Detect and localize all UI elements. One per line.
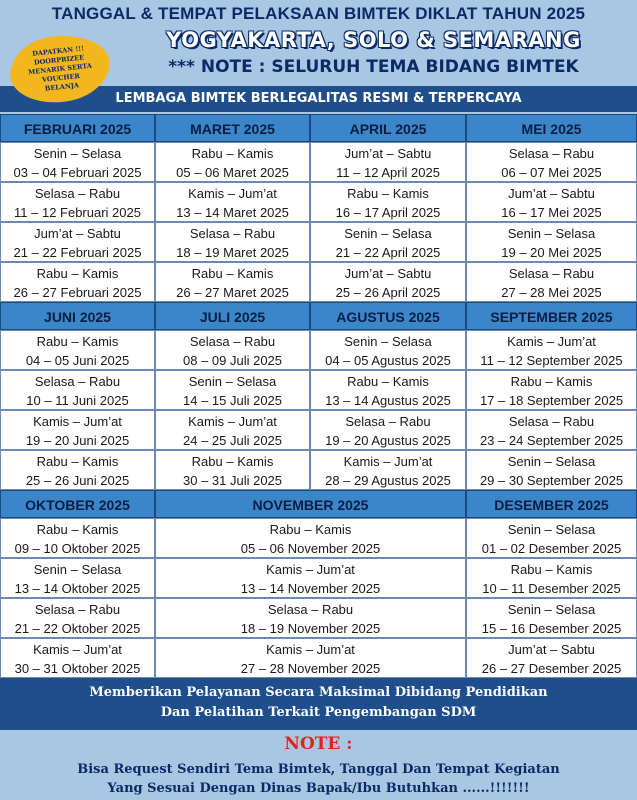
month-header-row	[0, 302, 637, 330]
note-title: NOTE :	[284, 734, 353, 754]
schedule-cell	[0, 222, 155, 262]
schedule-dates: 26 – 27 Desember 2025	[481, 661, 622, 676]
schedule-cell	[155, 558, 466, 598]
schedule-cell	[466, 182, 637, 222]
schedule-days: Kamis – Jum’at	[507, 334, 596, 349]
schedule-cell	[155, 598, 466, 638]
schedule-row	[0, 182, 637, 222]
schedule-dates: 06 – 07 Mei 2025	[501, 165, 602, 180]
schedule-dates: 04 – 05 Agustus 2025	[325, 353, 451, 368]
schedule-dates: 19 – 20 Mei 2025	[501, 245, 602, 260]
schedule-cell	[310, 262, 466, 302]
schedule-cell	[310, 370, 466, 410]
schedule-days: Selasa – Rabu	[34, 602, 121, 617]
schedule-cell	[466, 638, 637, 678]
month-header: DESEMBER 2025	[466, 490, 637, 518]
schedule-dates: 10 – 11 Juni 2025	[26, 393, 129, 408]
schedule-dates: 23 – 24 September 2025	[479, 433, 624, 448]
schedule-days: Selasa – Rabu	[508, 414, 595, 429]
schedule-dates: 03 – 04 Februari 2025	[13, 165, 142, 180]
month-header: FEBRUARI 2025	[0, 114, 155, 142]
schedule-days: Rabu – Kamis	[347, 186, 429, 201]
month-header: APRIL 2025	[310, 114, 466, 142]
month-header: SEPTEMBER 2025	[466, 302, 637, 330]
schedule-cell	[466, 142, 637, 182]
schedule-row	[0, 598, 637, 638]
schedule-dates: 13 – 14 November 2025	[240, 581, 381, 596]
schedule-dates: 30 – 31 Oktober 2025	[14, 661, 141, 676]
schedule-cell	[0, 262, 155, 302]
schedule-dates: 16 – 17 Mei 2025	[501, 205, 602, 220]
schedule-days: Rabu – Kamis	[191, 266, 274, 281]
schedule-cell	[155, 638, 466, 678]
month-header-row	[0, 490, 637, 518]
schedule-cell	[155, 262, 310, 302]
schedule-days: Kamis – Jum’at	[188, 414, 277, 429]
schedule-cell	[0, 518, 155, 558]
schedule-days: Rabu – Kamis	[36, 454, 119, 469]
schedule-dates: 16 – 17 April 2025	[335, 205, 441, 220]
schedule-days: Rabu – Kamis	[36, 522, 119, 537]
schedule-table	[0, 114, 637, 678]
schedule-cell	[310, 410, 466, 450]
schedule-days: Senin – Selasa	[507, 602, 596, 617]
schedule-dates: 19 – 20 Agustus 2025	[325, 433, 451, 448]
schedule-cell	[155, 222, 310, 262]
cities-heading: YOGYAKARTA, SOLO & SEMARANG	[166, 28, 581, 52]
schedule-row	[0, 142, 637, 182]
schedule-days: Selasa – Rabu	[508, 266, 595, 281]
schedule-days: Senin – Selasa	[344, 334, 432, 349]
note-line-2: Yang Sesuai Dengan Dinas Bapak/Ibu Butuhkan ......!!!!!!!	[107, 781, 530, 796]
schedule-cell	[0, 598, 155, 638]
schedule-cell	[0, 182, 155, 222]
month-header-row	[0, 114, 637, 142]
schedule-days: Senin – Selasa	[507, 454, 596, 469]
schedule-days: Senin – Selasa	[33, 562, 122, 577]
schedule-cell	[155, 518, 466, 558]
schedule-days: Selasa – Rabu	[34, 186, 121, 201]
month-header: JUNI 2025	[0, 302, 155, 330]
month-header: NOVEMBER 2025	[155, 490, 466, 518]
schedule-dates: 09 – 10 Oktober 2025	[14, 541, 141, 556]
schedule-dates: 11 – 12 April 2025	[336, 165, 440, 180]
poster-title: TANGGAL & TEMPAT PELAKSAAN BIMTEK DIKLAT TAHUN 2025	[51, 4, 586, 23]
schedule-days: Kamis – Jum’at	[33, 642, 122, 657]
schedule-dates: 15 – 16 Desember 2025	[481, 621, 622, 636]
schedule-days: Kamis – Jum’at	[343, 454, 433, 469]
schedule-cell	[310, 142, 466, 182]
schedule-cell	[0, 370, 155, 410]
schedule-dates: 26 – 27 Februari 2025	[13, 285, 142, 300]
schedule-cell	[310, 450, 466, 490]
month-header: OKTOBER 2025	[0, 490, 155, 518]
schedule-row	[0, 330, 637, 370]
schedule-dates: 17 – 18 September 2025	[479, 393, 624, 408]
schedule-dates: 21 – 22 April 2025	[335, 245, 441, 260]
schedule-days: Rabu – Kamis	[36, 334, 119, 349]
schedule-dates: 21 – 22 Februari 2025	[13, 245, 142, 260]
schedule-days: Senin – Selasa	[33, 146, 122, 161]
schedule-cell	[466, 410, 637, 450]
schedule-dates: 19 – 20 Juni 2025	[25, 433, 130, 448]
schedule-dates: 11 – 12 September 2025	[480, 353, 623, 368]
schedule-days: Jum’at – Sabtu	[508, 642, 595, 657]
schedule-cell	[0, 330, 155, 370]
schedule-cell	[310, 182, 466, 222]
service-line-2: Dan Pelatihan Terkait Pengembangan SDM	[160, 705, 477, 720]
schedule-days: Kamis – Jum’at	[188, 186, 277, 201]
schedule-dates: 18 – 19 November 2025	[240, 621, 381, 636]
schedule-cell	[466, 518, 637, 558]
schedule-row	[0, 518, 637, 558]
request-note	[0, 730, 637, 800]
schedule-cell	[466, 450, 637, 490]
schedule-dates: 13 – 14 Maret 2025	[176, 205, 289, 220]
schedule-days: Selasa – Rabu	[267, 602, 354, 617]
schedule-dates: 11 – 12 Februari 2025	[14, 205, 141, 220]
schedule-dates: 04 – 05 Juni 2025	[25, 353, 130, 368]
theme-note: *** NOTE : SELURUH TEMA BIDANG BIMTEK	[168, 57, 579, 77]
schedule-row	[0, 638, 637, 678]
schedule-days: Senin – Selasa	[507, 522, 596, 537]
schedule-dates: 29 – 30 September 2025	[479, 473, 624, 488]
month-header: AGUSTUS 2025	[310, 302, 466, 330]
schedule-dates: 05 – 06 November 2025	[240, 541, 381, 556]
schedule-row	[0, 222, 637, 262]
schedule-cell	[466, 370, 637, 410]
schedule-cell	[0, 450, 155, 490]
schedule-dates: 13 – 14 Agustus 2025	[325, 393, 451, 408]
schedule-days: Selasa – Rabu	[189, 226, 276, 241]
schedule-cell	[466, 598, 637, 638]
schedule-cell	[155, 450, 310, 490]
schedule-dates: 10 – 11 Desember 2025	[482, 581, 621, 596]
schedule-cell	[0, 638, 155, 678]
schedule-days: Kamis – Jum’at	[266, 642, 355, 657]
schedule-row	[0, 370, 637, 410]
schedule-dates: 14 – 15 Juli 2025	[182, 393, 283, 408]
schedule-days: Rabu – Kamis	[269, 522, 352, 537]
schedule-days: Rabu – Kamis	[510, 562, 593, 577]
schedule-cell	[0, 410, 155, 450]
schedule-days: Selasa – Rabu	[345, 414, 431, 429]
schedule-dates: 01 – 02 Desember 2025	[481, 541, 622, 556]
month-header: JULI 2025	[155, 302, 310, 330]
schedule-days: Senin – Selasa	[188, 374, 277, 389]
schedule-days: Selasa – Rabu	[189, 334, 276, 349]
schedule-row	[0, 450, 637, 490]
schedule-cell	[466, 262, 637, 302]
schedule-cell	[155, 182, 310, 222]
schedule-days: Jum’at – Sabtu	[344, 266, 432, 281]
schedule-days: Rabu – Kamis	[510, 374, 593, 389]
schedule-row	[0, 262, 637, 302]
schedule-days: Selasa – Rabu	[508, 146, 595, 161]
schedule-days: Jum’at – Sabtu	[344, 146, 432, 161]
schedule-row	[0, 410, 637, 450]
schedule-dates: 13 – 14 Oktober 2025	[14, 581, 141, 596]
schedule-days: Senin – Selasa	[344, 226, 432, 241]
month-header: MEI 2025	[466, 114, 637, 142]
month-header: MARET 2025	[155, 114, 310, 142]
schedule-days: Jum’at – Sabtu	[508, 186, 595, 201]
schedule-dates: 27 – 28 Mei 2025	[501, 285, 602, 300]
schedule-cell	[155, 142, 310, 182]
schedule-days: Rabu – Kamis	[191, 146, 274, 161]
schedule-cell	[466, 330, 637, 370]
schedule-cell	[466, 558, 637, 598]
schedule-cell	[310, 330, 466, 370]
note-line-1: Bisa Request Sendiri Tema Bimtek, Tanggal Dan Tempat Kegiatan	[77, 762, 560, 777]
schedule-cell	[466, 222, 637, 262]
schedule-dates: 25 – 26 Juni 2025	[25, 473, 130, 488]
schedule-dates: 24 – 25 Juli 2025	[182, 433, 283, 448]
schedule-dates: 30 – 31 Juli 2025	[182, 473, 283, 488]
schedule-days: Rabu – Kamis	[191, 454, 274, 469]
schedule-dates: 26 – 27 Maret 2025	[176, 285, 289, 300]
schedule-cell	[155, 330, 310, 370]
badge-text: DAPATKAN !!! DOORPRIZEE MENARIK SERTA VOUCHER BELANJA	[27, 43, 93, 93]
schedule-days: Senin – Selasa	[507, 226, 596, 241]
legality-banner: LEMBAGA BIMTEK BERLEGALITAS RESMI & TERPERCAYA	[0, 86, 637, 112]
schedule-dates: 18 – 19 Maret 2025	[176, 245, 289, 260]
schedule-dates: 05 – 06 Maret 2025	[176, 165, 289, 180]
schedule-dates: 21 – 22 Oktober 2025	[14, 621, 141, 636]
schedule-dates: 28 – 29 Agustus 2025	[325, 473, 451, 488]
service-banner	[0, 678, 637, 730]
schedule-days: Rabu – Kamis	[347, 374, 429, 389]
schedule-cell	[155, 410, 310, 450]
schedule-days: Selasa – Rabu	[34, 374, 121, 389]
schedule-cell	[155, 370, 310, 410]
schedule-row	[0, 558, 637, 598]
schedule-cell	[0, 142, 155, 182]
schedule-days: Rabu – Kamis	[36, 266, 119, 281]
schedule-dates: 08 – 09 Juli 2025	[182, 353, 283, 368]
schedule-dates: 27 – 28 November 2025	[240, 661, 381, 676]
service-line-1: Memberikan Pelayanan Secara Maksimal Dibidang Pendidikan	[89, 685, 548, 700]
schedule-days: Kamis – Jum’at	[33, 414, 122, 429]
schedule-days: Kamis – Jum’at	[266, 562, 355, 577]
schedule-cell	[310, 222, 466, 262]
schedule-cell	[0, 558, 155, 598]
schedule-dates: 25 – 26 April 2025	[335, 285, 441, 300]
schedule-days: Jum’at – Sabtu	[34, 226, 121, 241]
